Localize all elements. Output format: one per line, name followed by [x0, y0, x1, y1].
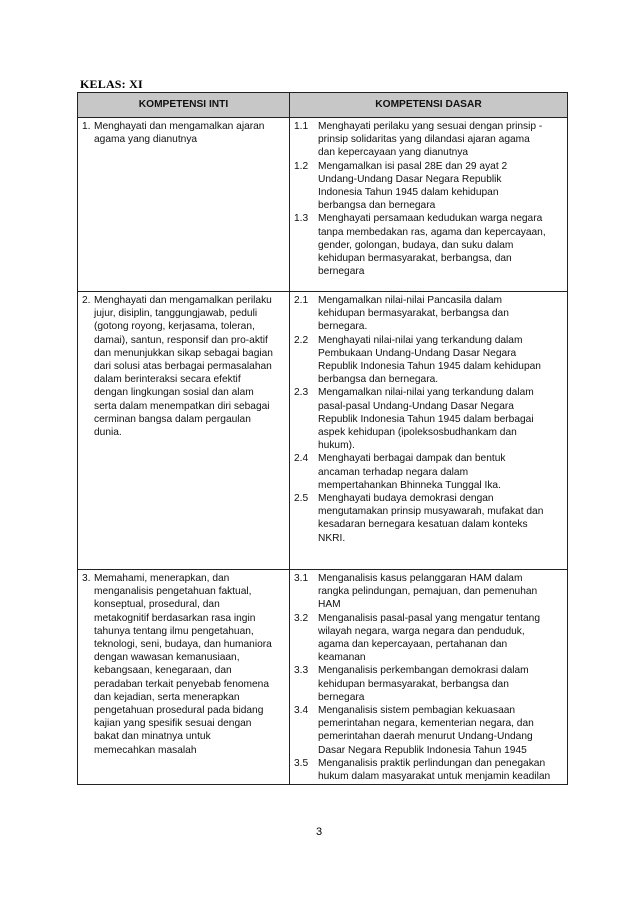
kd-number: 2.2 — [294, 334, 309, 346]
kd-text — [318, 386, 564, 452]
competency-table — [77, 92, 568, 785]
kd-text-line: pemerintahan daerah menurut Undang-Undang — [318, 731, 533, 743]
kd-text-line: Menghayati nilai-nilai yang terkandung dalam — [318, 334, 523, 346]
kd-text-line: Mengamalkan isi pasal 28E dan 29 ayat 2 — [318, 160, 508, 172]
kd-number: 2.4 — [294, 453, 309, 465]
kd-text-line: Dasar Negara Republik Indonesia Tahun 1945 — [318, 744, 527, 756]
ki-text-line: konseptual, prosedural, dan — [94, 599, 220, 611]
kd-number: 2.3 — [294, 387, 309, 399]
ki-text — [94, 572, 286, 757]
kd-text-line: Pembukaan Undang-Undang Dasar Negara — [318, 347, 517, 359]
kd-text-line: kehidupan bermasyarakat, berbangsa, dan — [318, 253, 512, 265]
kd-text-line: Menganalisis sistem pembagian kekuasaan — [318, 705, 516, 717]
ki-text-line: dengan wawasan kemanusiaan, — [94, 652, 240, 664]
kd-text-line: dan kepercayaan yang dianutnya — [318, 147, 469, 159]
kd-text-line: rangka pelindungan, pemajuan, dan pemenuhan — [318, 586, 538, 598]
kd-text-line: aspek kehidupan (ipoleksosbudhankam dan — [318, 427, 517, 439]
kd-item — [294, 294, 564, 334]
kd-text-line: HAM — [318, 599, 341, 611]
kd-item — [294, 664, 564, 704]
page-number: 3 — [315, 826, 323, 838]
table-row — [78, 570, 568, 785]
kd-text-line: Mengamalkan nilai-nilai Pancasila dalam — [318, 295, 503, 306]
kd-text — [318, 664, 564, 704]
kd-text — [318, 704, 564, 757]
kd-text-line: Menganalisis kasus pelanggaran HAM dalam — [318, 573, 523, 584]
kd-text-line: kesadaran bernegara kesatuan dalam konteks — [318, 519, 528, 531]
kd-text-line: Menganalisis pasal-pasal yang mengatur tentang — [318, 612, 541, 624]
kd-number: 3.3 — [294, 665, 309, 677]
kd-number: 3.1 — [294, 573, 309, 584]
ki-text-line: Menghayati dan mengamalkan ajaran — [94, 121, 265, 132]
ki-text-line: serta dalam menempatkan diri sebagai — [94, 400, 270, 412]
ki-item — [82, 294, 286, 439]
kd-text-line: mempertahankan Bhinneka Tunggal Ika. — [318, 479, 501, 491]
ki-number: 1. — [82, 121, 91, 132]
kd-number: 1.1 — [294, 121, 309, 132]
kd-text-line: Menghayati persamaan kedudukan warga negara — [318, 213, 543, 225]
ki-text-line: Memahami, menerapkan, dan — [94, 573, 230, 584]
kd-text-line: prinsip solidaritas yang dilandasi ajaran agama — [318, 134, 530, 146]
kd-number: 2.5 — [294, 493, 309, 505]
kd-text-line: bernegara. — [318, 321, 368, 333]
table-header-row — [78, 93, 568, 118]
kd-item — [294, 492, 564, 545]
table-row — [78, 292, 568, 570]
header-kompetensi-inti: KOMPETENSI INTI — [78, 93, 290, 118]
kd-text-line: Indonesia Tahun 1945 dalam kehidupan — [318, 187, 499, 199]
kd-text-line: Menghayati berbagai dampak dan bentuk — [318, 453, 506, 465]
ki-number: 3. — [82, 573, 91, 584]
kd-number: 2.1 — [294, 295, 309, 306]
ki-text-line: tahunya tentang ilmu pengetahuan, — [94, 625, 254, 637]
kd-item — [294, 612, 564, 665]
class-label: KELAS: XI — [80, 77, 143, 91]
kd-text — [318, 160, 564, 213]
kd-text-line: pemerintahan negara, kementerian negara, dan — [318, 718, 534, 730]
kompetensi-inti-cell — [78, 118, 290, 292]
kompetensi-inti-cell — [78, 292, 290, 570]
kd-text-line: mengutamakan prinsip musyawarah, mufakat dan — [318, 506, 544, 518]
kd-text-line: Menghayati budaya demokrasi dengan — [318, 493, 494, 505]
ki-text — [94, 294, 286, 439]
kd-text — [318, 334, 564, 387]
ki-text-line: dalam berinteraksi secara efektif — [94, 374, 241, 386]
ki-item — [82, 572, 286, 757]
kd-text-line: ancaman terhadap negara dalam — [318, 466, 469, 478]
ki-text — [94, 120, 286, 146]
kd-text-line: bernegara — [318, 691, 365, 703]
kd-text — [318, 492, 564, 545]
kd-text-line: tanpa membedakan ras, agama dan kepercayaan, — [318, 226, 546, 238]
kd-text-line: bernegara — [318, 266, 365, 278]
kd-text-line: kehidupan bermasyarakat, berbangsa dan — [318, 678, 509, 690]
ki-text-line: dan kejadian, serta menerapkan — [94, 691, 240, 703]
kd-text-line: hukum). — [318, 440, 355, 452]
kd-number: 3.2 — [294, 612, 309, 624]
kd-text-line: Menganalisis perkembangan demokrasi dalam — [318, 665, 529, 677]
ki-text-line: agama yang dianutnya — [94, 134, 198, 146]
ki-text-line: teknologi, seni, budaya, dan humaniora — [94, 639, 272, 651]
kd-item — [294, 704, 564, 757]
kd-text-line: Menganalisis praktik perlindungan dan penegakan — [318, 757, 546, 769]
ki-text-line: damai), santun, responsif dan pro-aktif — [94, 334, 268, 346]
kd-text-line: pasal-pasal Undang-Undang Dasar Negara — [318, 400, 514, 412]
ki-text-line: cerminan bangsa dalam pergaulan — [94, 413, 251, 425]
kd-text — [318, 757, 564, 783]
kd-text-line: gender, golongan, budaya, dan suku dalam — [318, 239, 514, 251]
kd-text-line: Republik Indonesia Tahun 1945 dalam berbagai — [318, 413, 534, 425]
kd-text-line: wilayah negara, warga negara dan penduduk, — [318, 625, 525, 637]
kd-text — [318, 120, 564, 160]
kd-text-line: berbangsa dan bernegara — [318, 200, 436, 212]
kd-item — [294, 160, 564, 213]
ki-text-line: dari solusi atas berbagai permasalahan — [94, 361, 272, 373]
ki-text-line: kebangsaan, kenegaraan, dan — [94, 665, 232, 677]
kd-item — [294, 572, 564, 612]
ki-text-line: bakat dan minatnya untuk — [94, 731, 211, 743]
kd-text-line: NKRI. — [318, 532, 346, 544]
kd-text-line: Republik Indonesia Tahun 1945 dalam kehidupan — [318, 361, 541, 373]
ki-text-line: dengan lingkungan sosial dan alam — [94, 387, 254, 399]
kd-text-line: agama dan kepercayaan, pertahanan dan — [318, 639, 508, 651]
kd-number: 1.3 — [294, 213, 309, 225]
kd-item — [294, 120, 564, 160]
ki-text-line: jujur, disiplin, tanggungjawab, peduli — [94, 308, 258, 320]
kd-text-line: Mengamalkan nilai-nilai yang terkandung dalam — [318, 387, 534, 399]
ki-text-line: peradaban terkait penyebab fenomena — [94, 678, 270, 690]
kompetensi-inti-cell — [78, 570, 290, 785]
kd-number: 3.5 — [294, 757, 309, 769]
ki-number: 2. — [82, 295, 91, 306]
ki-text-line: metakognitif berdasarkan rasa ingin — [94, 612, 256, 624]
table-row — [78, 118, 568, 292]
kd-text — [318, 212, 564, 278]
ki-text-line: dunia. — [94, 427, 122, 439]
ki-text-line: memecahkan masalah — [94, 744, 197, 756]
ki-text-line: pengetahuan prosedural pada bidang — [94, 705, 264, 717]
kd-item — [294, 334, 564, 387]
kd-text-line: kehidupan bermasyarakat, berbangsa dan — [318, 308, 509, 320]
ki-text-line: kajian yang spesifik sesuai dengan — [94, 718, 252, 730]
kd-item — [294, 212, 564, 278]
kd-text-line: keamanan — [318, 652, 366, 664]
kd-text — [318, 572, 564, 612]
kd-text — [318, 294, 564, 334]
ki-text-line: dan menunjukkan sikap sebagai bagian — [94, 347, 273, 359]
ki-text-line: menganalisis pengetahuan faktual, — [94, 586, 252, 598]
kd-number: 3.4 — [294, 705, 309, 717]
kd-item — [294, 757, 564, 783]
kompetensi-dasar-cell — [290, 570, 568, 785]
kd-text-line: Menghayati perilaku yang sesuai dengan prinsip - — [318, 121, 543, 132]
kd-item — [294, 452, 564, 492]
ki-item — [82, 120, 286, 146]
ki-text-line: (gotong royong, kerjasama, toleran, — [94, 321, 255, 333]
kd-text — [318, 612, 564, 665]
kd-number: 1.2 — [294, 160, 309, 172]
kompetensi-dasar-cell — [290, 118, 568, 292]
kd-text — [318, 452, 564, 492]
header-kompetensi-dasar: KOMPETENSI DASAR — [290, 93, 568, 118]
kd-text-line: hukum dalam masyarakat untuk menjamin keadilan — [318, 771, 551, 783]
kd-text-line: Undang-Undang Dasar Negara Republik — [318, 173, 502, 185]
kd-text-line: berbangsa dan bernegara. — [318, 374, 439, 386]
kd-item — [294, 386, 564, 452]
kompetensi-dasar-cell — [290, 292, 568, 570]
ki-text-line: Menghayati dan mengamalkan perilaku — [94, 295, 272, 306]
